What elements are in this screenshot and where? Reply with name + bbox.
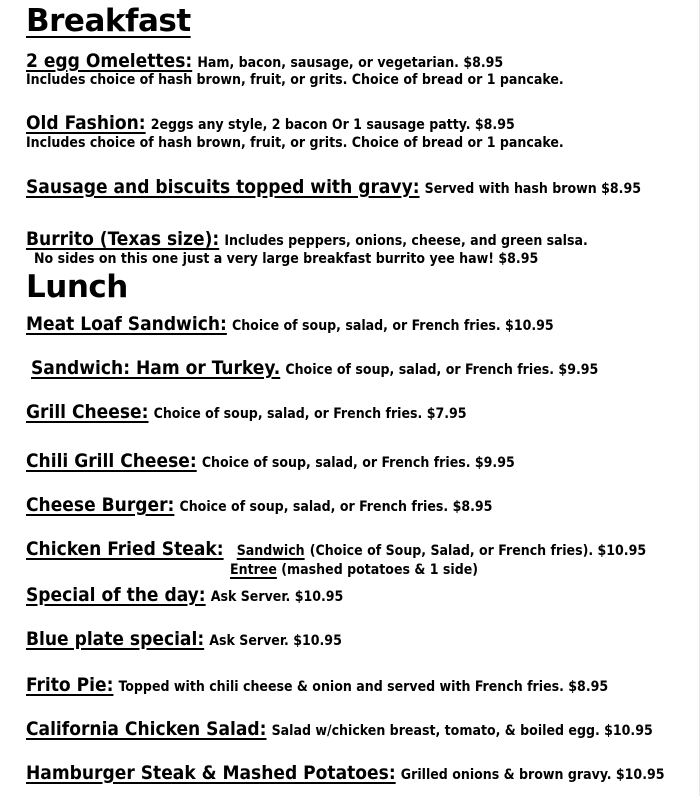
item-description: Served with hash brown $8.95 xyxy=(424,181,641,197)
item-description: Salad w/chicken breast, tomato, & boiled egg. $10.95 xyxy=(271,723,653,739)
item-name: Chili Grill Cheese: xyxy=(26,450,197,472)
item-description: 2eggs any style, 2 bacon Or 1 sausage patty. $8.95 xyxy=(150,117,515,133)
menu-item-hamburger-steak xyxy=(26,764,665,783)
menu-item-cheese-burger xyxy=(26,496,492,515)
menu-item-burrito xyxy=(26,230,588,249)
item-description: Choice of soup, salad, or French fries. $10.95 xyxy=(231,318,554,334)
item-name: Chicken Fried Steak: xyxy=(26,538,224,560)
item-description: Choice of soup, salad, or French fries. $9.95 xyxy=(285,362,599,378)
item-name: Sandwich: Ham or Turkey. xyxy=(31,357,281,379)
item-name: Hamburger Steak & Mashed Potatoes: xyxy=(26,762,396,784)
item-description: Ask Server. $10.95 xyxy=(210,589,344,605)
item-name: Blue plate special: xyxy=(26,628,205,650)
item-note: No sides on this one just a very large breakfast burrito yee haw! $8.95 xyxy=(34,251,539,267)
item-option-description: (Choice of Soup, Salad, or French fries). $10.95 xyxy=(309,543,647,559)
item-description: Grilled onions & brown gravy. $10.95 xyxy=(400,767,665,783)
menu-item-sandwich xyxy=(31,359,598,378)
item-name: Meat Loaf Sandwich: xyxy=(26,313,227,335)
item-name: Frito Pie: xyxy=(26,674,114,696)
item-name: Cheese Burger: xyxy=(26,494,175,516)
breakfast-heading: Breakfast xyxy=(26,3,191,39)
item-option-label: Sandwich xyxy=(236,543,305,559)
item-option-label: Entree xyxy=(230,562,277,578)
item-name: California Chicken Salad: xyxy=(26,718,267,740)
item-name: Special of the day: xyxy=(26,584,206,606)
item-name: 2 egg Omelettes: xyxy=(26,50,193,72)
lunch-heading: Lunch xyxy=(26,269,128,305)
item-option-description: (mashed potatoes & 1 side) xyxy=(281,562,479,578)
item-description: Ham, bacon, sausage, or vegetarian. $8.95 xyxy=(197,55,504,71)
menu-item-chicken-fried-steak xyxy=(26,540,646,559)
item-name: Old Fashion: xyxy=(26,112,146,134)
menu-item-chili-grill-cheese xyxy=(26,452,515,471)
menu-item-omelettes xyxy=(26,52,503,71)
item-description: Includes peppers, onions, cheese, and green salsa. xyxy=(224,233,588,249)
menu-item-frito-pie xyxy=(26,676,608,695)
item-name: Burrito (Texas size): xyxy=(26,228,220,250)
menu-item-grill-cheese xyxy=(26,403,467,422)
item-option-entree xyxy=(230,563,478,577)
menu-item-meat-loaf xyxy=(26,315,554,334)
item-description: Choice of soup, salad, or French fries. $8.95 xyxy=(179,499,493,515)
item-name: Grill Cheese: xyxy=(26,401,149,423)
item-description: Choice of soup, salad, or French fries. $7.95 xyxy=(153,406,467,422)
menu-item-sausage-biscuits xyxy=(26,178,641,197)
item-description: Ask Server. $10.95 xyxy=(209,633,342,649)
item-description: Topped with chili cheese & onion and served with French fries. $8.95 xyxy=(118,679,609,695)
item-name: Sausage and biscuits topped with gravy: xyxy=(26,176,420,198)
menu-item-old-fashion xyxy=(26,114,515,133)
item-description: Choice of soup, salad, or French fries. $9.95 xyxy=(201,455,515,471)
item-note: Includes choice of hash brown, fruit, or grits. Choice of bread or 1 pancake. xyxy=(26,135,564,151)
item-note: Includes choice of hash brown, fruit, or grits. Choice of bread or 1 pancake. xyxy=(26,72,564,88)
menu-item-special-of-the-day xyxy=(26,586,343,605)
menu-item-california-chicken-salad xyxy=(26,720,653,739)
menu-item-blue-plate-special xyxy=(26,630,342,649)
